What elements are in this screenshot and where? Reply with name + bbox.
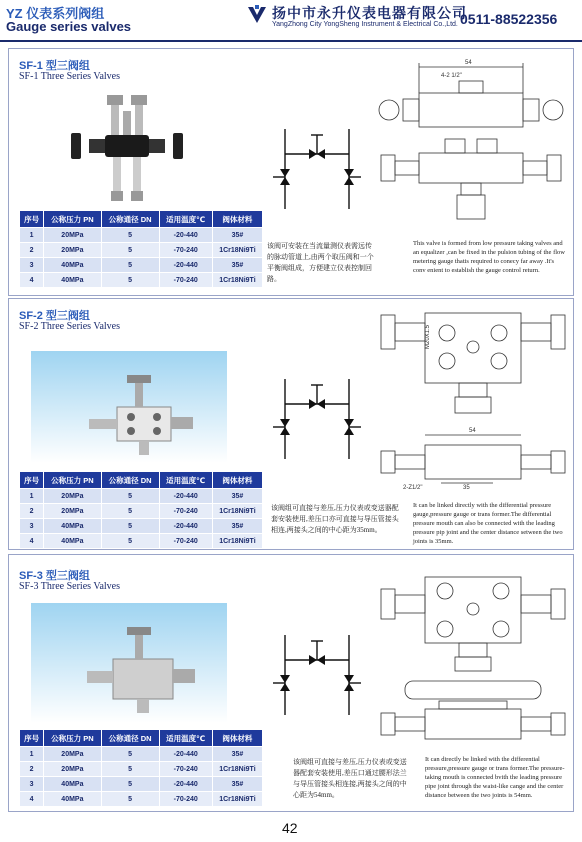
table-row: [20, 519, 263, 534]
dim-label: 2-Z1/2": [403, 485, 423, 491]
sf2-schematic-diagram: [267, 349, 367, 479]
section-title-cn: SF-1 型三阀组: [19, 60, 90, 72]
header-divider: [0, 40, 582, 42]
table-cell: 35#: [212, 747, 262, 762]
table-row: [20, 762, 263, 777]
table-cell: 5: [101, 273, 159, 288]
table-cell: 5: [101, 534, 159, 549]
table-row: [20, 747, 263, 762]
dim-label: M20X1.5: [425, 324, 431, 349]
table-cell: 1: [20, 228, 44, 243]
table-cell: 40MPa: [44, 519, 101, 534]
table-cell: 5: [101, 258, 159, 273]
table-cell: -20-440: [159, 228, 212, 243]
table-cell: 5: [101, 792, 159, 807]
table-row: [20, 273, 263, 288]
col-header: 公称压力 PN: [44, 730, 101, 747]
sf2-technical-drawing: [375, 305, 571, 491]
table-cell: 1Cr18Ni9Ti: [212, 534, 262, 549]
col-header: 序号: [20, 211, 44, 228]
section-title-en: SF-2 Three Series Valves: [19, 321, 121, 332]
col-header: 阀体材料: [212, 472, 262, 489]
table-cell: 2: [20, 243, 44, 258]
table-cell: 20MPa: [44, 747, 101, 762]
sf1-schematic-diagram: [267, 99, 367, 229]
table-cell: 5: [101, 504, 159, 519]
table-cell: 1: [20, 747, 44, 762]
sf3-schematic-diagram: [267, 605, 367, 735]
table-cell: 20MPa: [44, 762, 101, 777]
dim-label: 4-2 1/2": [441, 73, 462, 79]
table-cell: 40MPa: [44, 273, 101, 288]
table-cell: 35#: [212, 777, 262, 792]
table-row: [20, 792, 263, 807]
col-header: 阀体材料: [212, 730, 262, 747]
sf2-spec-table: [19, 471, 263, 549]
table-cell: 1: [20, 489, 44, 504]
dim-label: 54: [465, 60, 472, 66]
page-header: [0, 0, 582, 40]
sf3-desc-cn: 该阀组可直接与差压,压力仪表或变送器配套安装使用,差压口通过腰形法兰与导压管接头相连接,两接头之间的中心距为54mm。: [293, 758, 407, 799]
col-header: 阀体材料: [212, 211, 262, 228]
table-cell: -20-440: [159, 258, 212, 273]
col-header: 公称压力 PN: [44, 472, 101, 489]
col-header: 公称通径 DN: [101, 211, 159, 228]
section-title-cn: SF-2 型三阀组: [19, 310, 90, 322]
table-cell: -20-440: [159, 519, 212, 534]
table-cell: 35#: [212, 258, 262, 273]
table-cell: 5: [101, 228, 159, 243]
sf2-valve-photo: [31, 351, 227, 463]
page-number: 42: [282, 820, 298, 836]
table-cell: 3: [20, 519, 44, 534]
col-header: 序号: [20, 730, 44, 747]
table-cell: 5: [101, 489, 159, 504]
table-cell: -70-240: [159, 273, 212, 288]
table-row: [20, 777, 263, 792]
section-title-en: SF-3 Three Series Valves: [19, 581, 121, 592]
table-cell: 1Cr18Ni9Ti: [212, 504, 262, 519]
table-cell: 1Cr18Ni9Ti: [212, 762, 262, 777]
section-title-en: SF-1 Three Series Valves: [19, 71, 121, 82]
table-cell: -70-240: [159, 243, 212, 258]
table-cell: 5: [101, 747, 159, 762]
table-row: [20, 504, 263, 519]
company-name-cn: 扬中市永升仪表电器有限公司: [272, 6, 467, 22]
table-cell: -70-240: [159, 792, 212, 807]
table-cell: 35#: [212, 228, 262, 243]
col-header: 适用温度℃: [159, 472, 212, 489]
table-cell: 5: [101, 777, 159, 792]
sf1-spec-table: [19, 210, 263, 288]
table-cell: 4: [20, 792, 44, 807]
table-cell: -20-440: [159, 777, 212, 792]
section-sf3: [8, 554, 574, 812]
section-sf1: [8, 48, 574, 296]
table-cell: -70-240: [159, 762, 212, 777]
dim-label: 35: [463, 485, 470, 491]
sf1-desc-en: This valve is formed from low pressure taking valves and an equalizer ,can be fixed in the pulsion tubing of the flow metering gauge thatis required to conecy far away .It's conv enient to establish the gauge control return.: [413, 240, 565, 274]
table-cell: 40MPa: [44, 534, 101, 549]
col-header: 适用温度℃: [159, 730, 212, 747]
col-header: 公称通径 DN: [101, 472, 159, 489]
table-cell: 2: [20, 504, 44, 519]
table-cell: 40MPa: [44, 792, 101, 807]
col-header: 适用温度℃: [159, 211, 212, 228]
col-header: 公称通径 DN: [101, 730, 159, 747]
table-cell: 5: [101, 243, 159, 258]
sf1-desc-cn: 该阀可安装在当流量测仪表需远传的脉动管道上,由两个取压阀和一个平衡阀组成，方便建立仪表控制回路。: [267, 242, 374, 283]
table-cell: -70-240: [159, 534, 212, 549]
table-cell: -70-240: [159, 504, 212, 519]
table-cell: 40MPa: [44, 777, 101, 792]
table-cell: 1Cr18Ni9Ti: [212, 273, 262, 288]
company-logo-icon: [246, 4, 268, 26]
sf1-valve-photo: [67, 91, 187, 209]
table-cell: 4: [20, 273, 44, 288]
table-cell: 20MPa: [44, 243, 101, 258]
sf3-spec-table: [19, 729, 263, 807]
table-cell: 4: [20, 534, 44, 549]
table-cell: 1Cr18Ni9Ti: [212, 792, 262, 807]
table-cell: 35#: [212, 519, 262, 534]
table-row: [20, 258, 263, 273]
sf1-technical-drawing: [375, 53, 571, 233]
table-cell: 40MPa: [44, 258, 101, 273]
table-row: [20, 489, 263, 504]
company-name-en: YangZhong City YongSheng Instrument & Electrical Co.,Ltd.: [272, 21, 458, 28]
section-sf2: [8, 298, 574, 550]
table-cell: 1Cr18Ni9Ti: [212, 243, 262, 258]
sf3-technical-drawing: [375, 561, 571, 747]
sf2-desc-cn: 该阀组可直接与差压,压力仪表或变送器配套安装使用,差压口亦可直接与导压管接头相连,两接头之间的中心距为35mm。: [271, 504, 399, 534]
col-header: 公称压力 PN: [44, 211, 101, 228]
header-title-en: Gauge series valves: [6, 19, 132, 34]
table-cell: 20MPa: [44, 489, 101, 504]
sf3-desc-en: It can directly be linked with the differential pressure,pressure gauge or trans former.The pressure-taking mouth is connected bvith the leading pressure pipe joint through the waist-like cange and the center distance between the two joints is 54mm.: [425, 756, 565, 799]
table-cell: 2: [20, 762, 44, 777]
sf2-desc-en: It can be linked directly with the differential pressure gauge,pressure gauge or trans former.The differential pressure mouth can also be connected with the leading pressure pip joint and the center distance setween the two joints is 35mm.: [413, 502, 563, 545]
table-cell: 35#: [212, 489, 262, 504]
table-cell: 5: [101, 762, 159, 777]
dim-label: 54: [469, 428, 476, 434]
table-row: [20, 228, 263, 243]
section-title-cn: SF-3 型三阀组: [19, 570, 90, 582]
table-cell: 20MPa: [44, 504, 101, 519]
company-phone: 0511-88522356: [460, 11, 558, 27]
header-title-cn: YZ 仪表系列阀组: [6, 6, 105, 21]
table-row: [20, 534, 263, 549]
table-cell: 20MPa: [44, 228, 101, 243]
table-cell: -20-440: [159, 489, 212, 504]
table-cell: -20-440: [159, 747, 212, 762]
table-cell: 3: [20, 777, 44, 792]
table-cell: 5: [101, 519, 159, 534]
col-header: 序号: [20, 472, 44, 489]
table-row: [20, 243, 263, 258]
sf3-valve-photo: [31, 603, 227, 723]
table-cell: 3: [20, 258, 44, 273]
